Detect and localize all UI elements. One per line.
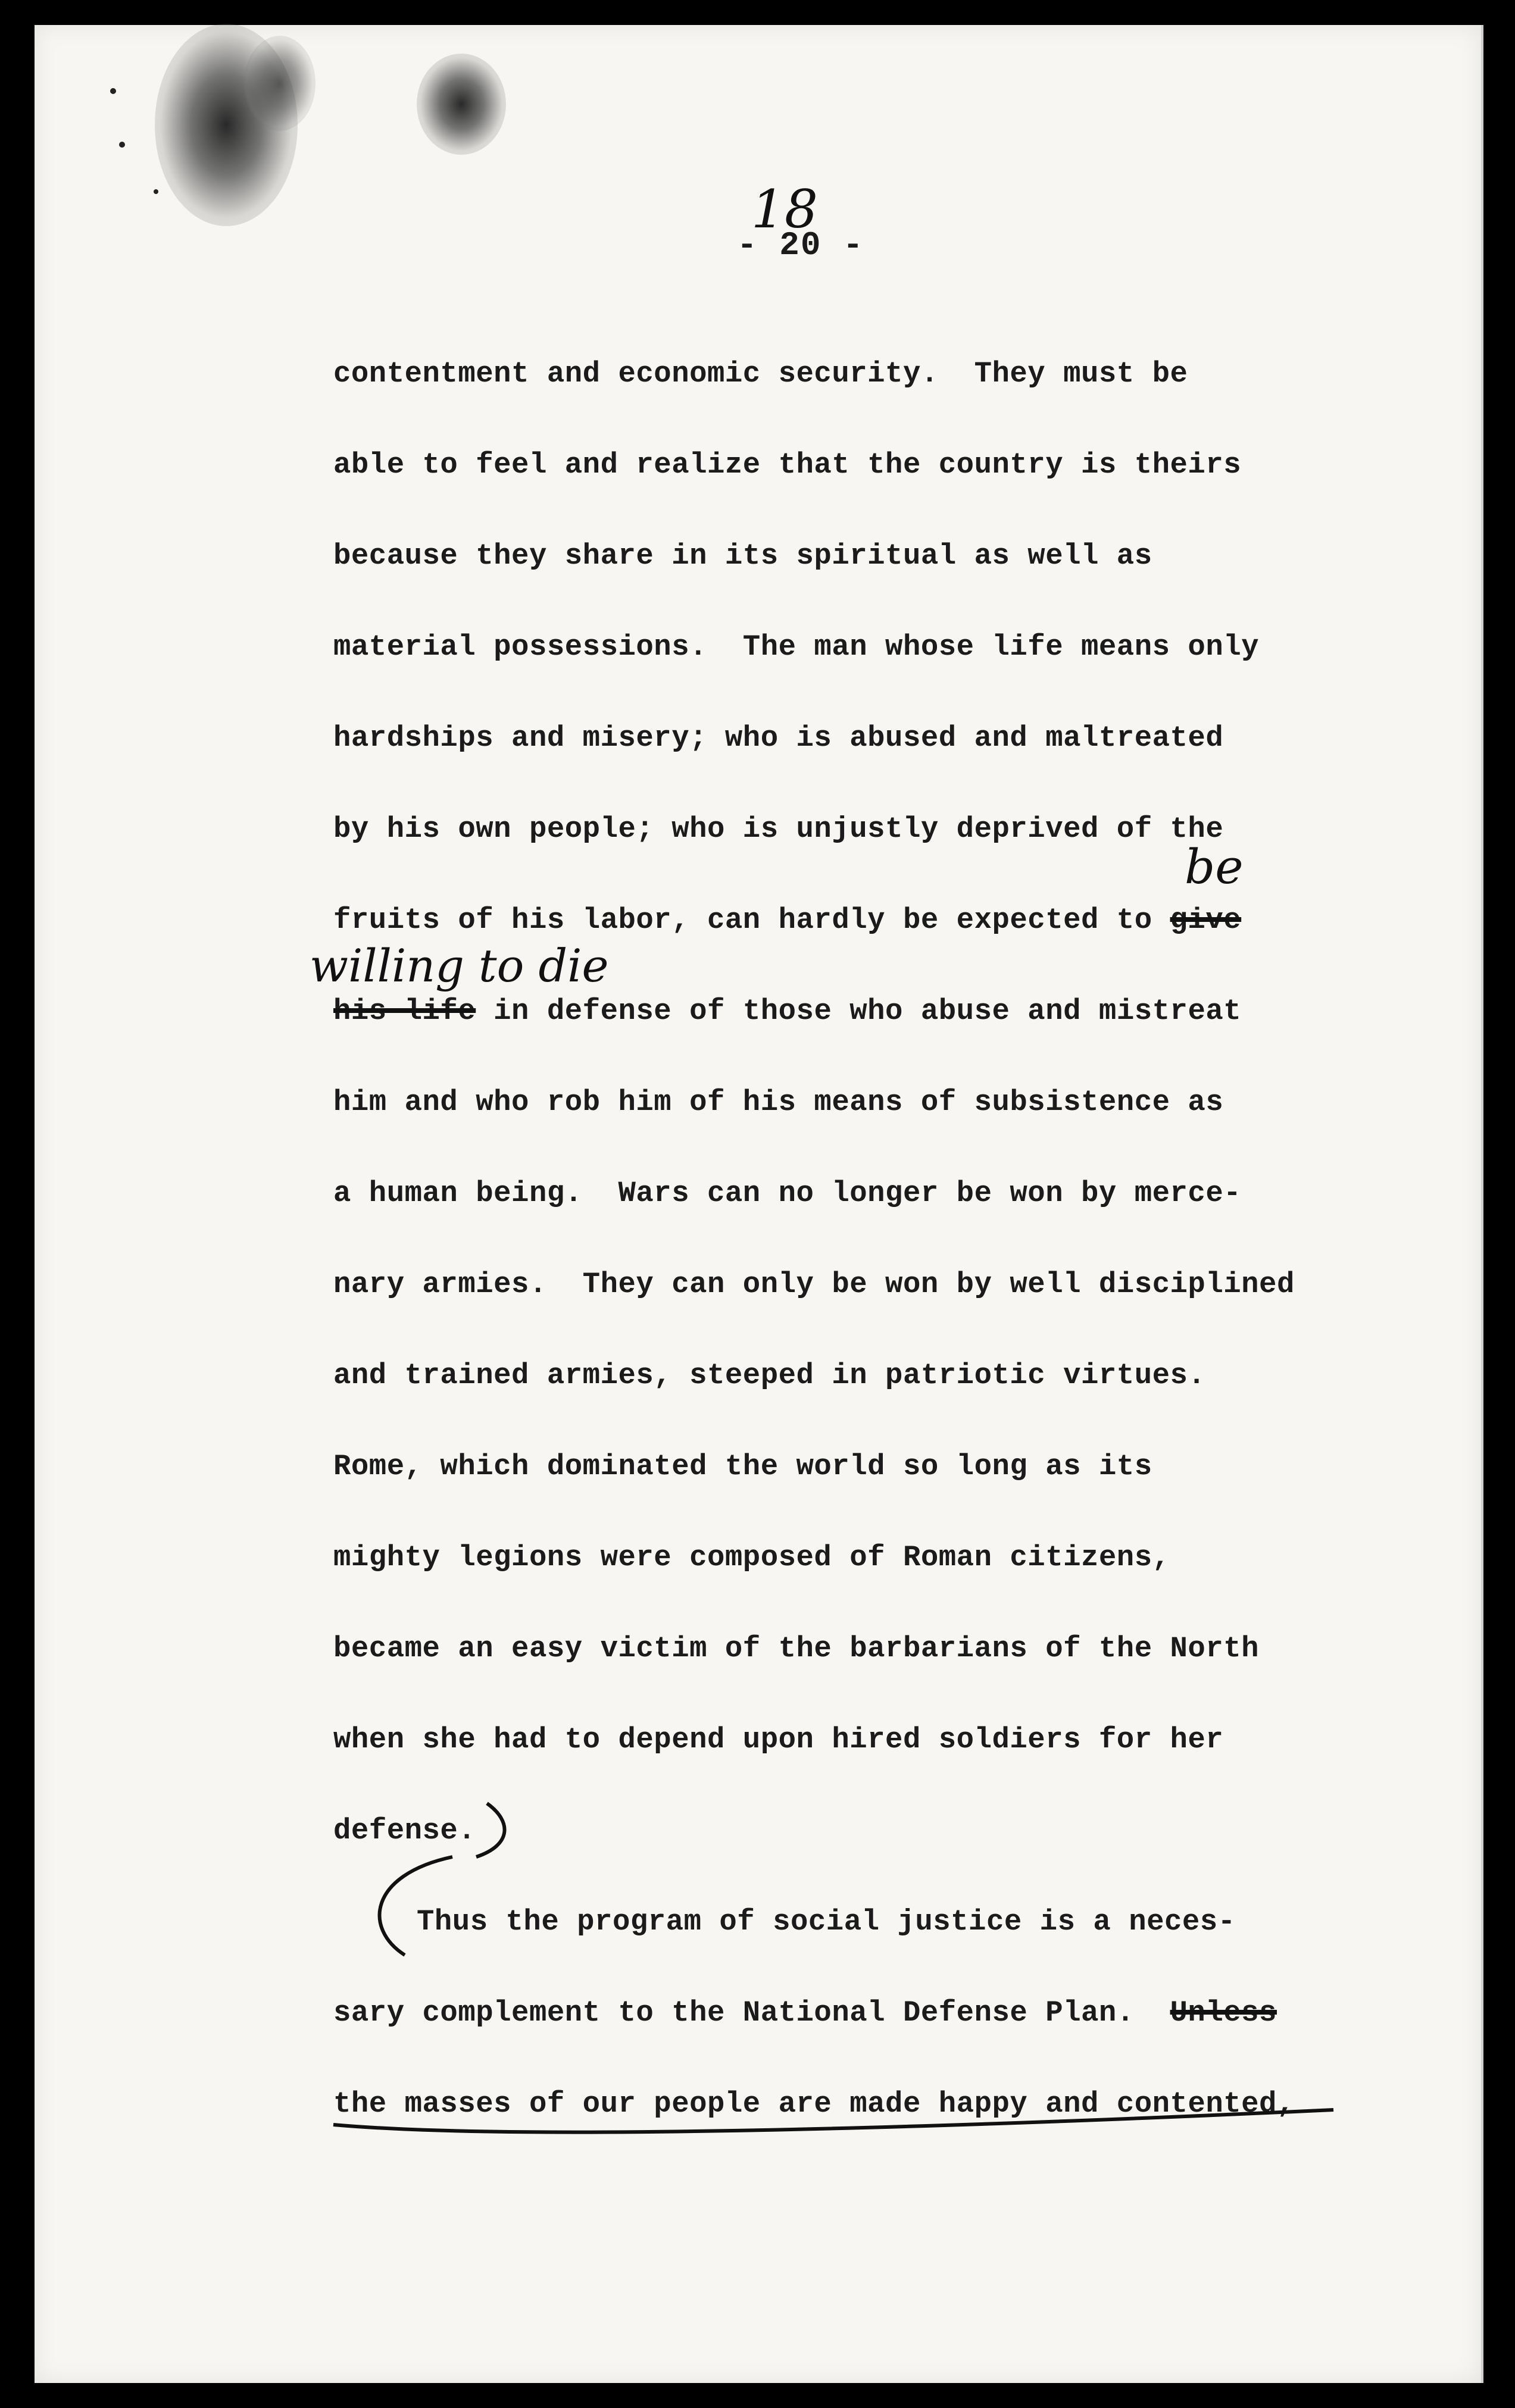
ink-speck [110, 88, 116, 94]
text-line: Thus the program of social justice is a neces- [417, 1905, 1236, 1938]
text-line: because they share in its spiritual as well as [333, 539, 1152, 573]
text-line: became an easy victim of the barbarians of the North [333, 1632, 1260, 1665]
text-line: a human being. Wars can no longer be won by merce- [333, 1177, 1242, 1210]
text-line: Rome, which dominated the world so long as its [333, 1450, 1152, 1483]
text-line: able to feel and realize that the country is theirs [333, 448, 1242, 481]
text-line: mighty legions were composed of Roman citizens, [333, 1541, 1170, 1574]
text-line: and trained armies, steeped in patriotic virtues. [333, 1359, 1206, 1392]
text-line: hardships and misery; who is abused and maltreated [333, 721, 1224, 755]
text-segment: in defense of those who abuse and mistreat [476, 995, 1242, 1028]
struck-word: Unless [1170, 1996, 1277, 2029]
text-line: nary armies. They can only be won by well disciplined [333, 1268, 1295, 1301]
text-line: him and who rob him of his means of subsistence as [333, 1086, 1224, 1119]
text-line-with-edit [333, 903, 1241, 937]
text-line-with-edit [333, 995, 1241, 1028]
text-line-with-edit [333, 1996, 1277, 2029]
text-line: material possessions. The man whose life means only [333, 630, 1260, 664]
text-segment: fruits of his labor, can hardly be expected to [333, 903, 1170, 937]
text-line: the masses of our people are made happy and contented, [333, 2087, 1295, 2121]
text-line: defense. [333, 1814, 476, 1847]
handwritten-insertion: willing to die [310, 939, 609, 992]
handwritten-insertion: be [1185, 839, 1244, 895]
ink-speck [119, 142, 125, 148]
page-edge [1481, 25, 1483, 2383]
ink-stain [244, 36, 316, 131]
handwritten-page-number: 18 [751, 179, 818, 240]
text-line: by his own people; who is unjustly deprived of the [333, 812, 1224, 846]
text-line: when she had to depend upon hired soldiers for her [333, 1723, 1224, 1756]
struck-words: his life [333, 995, 476, 1028]
text-segment: sary complement to the National Defense Plan. [333, 1996, 1170, 2029]
struck-word: give [1170, 903, 1242, 937]
text-line: contentment and economic security. They must be [333, 357, 1188, 390]
ink-speck [154, 189, 158, 194]
page-number: - 20 - [737, 226, 864, 264]
ink-stain [417, 54, 506, 155]
